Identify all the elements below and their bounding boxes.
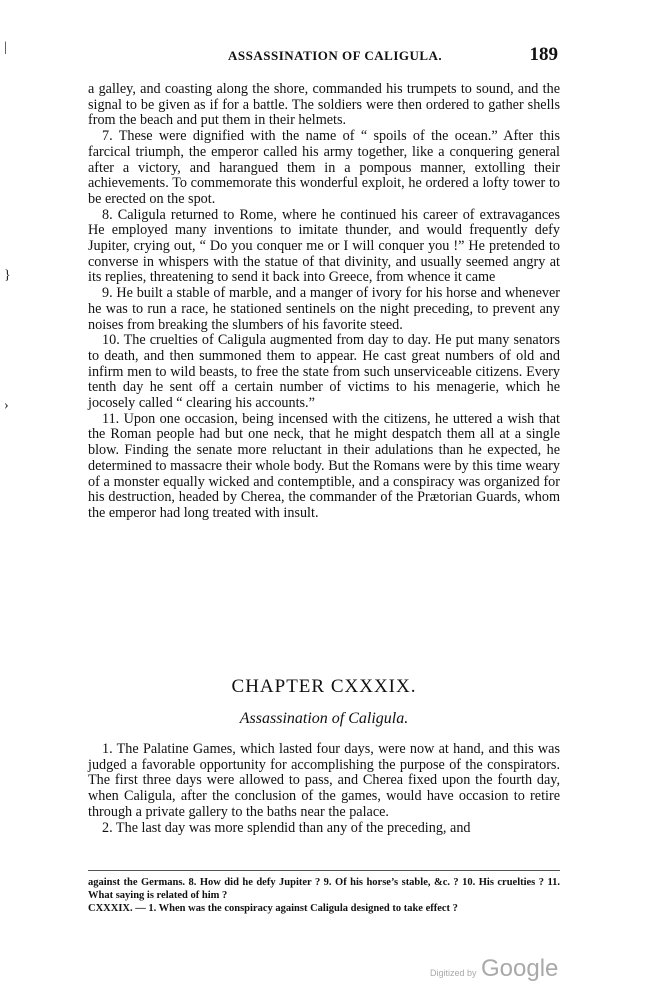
chapter-title: CHAPTER CXXXIX. — [231, 676, 417, 697]
running-head: ASSASSINATION OF CALIGULA. — [228, 48, 443, 63]
margin-mark: } — [4, 268, 11, 283]
footnotes — [88, 876, 560, 915]
footnote-divider — [88, 870, 560, 871]
chapter-subtitle: Assassination of Caligula. — [239, 710, 409, 727]
chapter-body-text — [88, 742, 560, 836]
google-watermark — [430, 955, 558, 983]
page-header — [88, 44, 558, 68]
paragraph: 7. These were dignified with the name of “ spoils of the ocean.” After this farcical triumph, the emperor called his army together, like a conquering general after a victory, and harangued them in a pompous manner, extolling their achievements. To commemorate this wonderful exploit, he ordered a lofty tower to be erected on the spot. — [88, 128, 560, 207]
paragraph: 9. He built a stable of marble, and a manger of ivory for his horse and whenever he was to run a race, he stationed sentinels on the night preceding, to prevent any noises from breaking the slumbers of his favorite steed. — [88, 285, 560, 333]
margin-mark: › — [4, 398, 9, 413]
footnote-line: CXXXIX. — 1. When was the conspiracy against Caligula designed to take effect ? — [88, 903, 458, 914]
watermark-prefix: Digitized by — [430, 968, 477, 978]
footnote-line: against the Germans. 8. How did he defy Jupiter ? 9. Of his horse’s stable, &c. ? 10. His cruelties ? 11. What saying is related of him ? — [88, 877, 560, 901]
page-number: 189 — [529, 44, 558, 65]
paragraph: 2. The last day was more splendid than any of the preceding, and — [102, 819, 471, 836]
body-text — [88, 82, 560, 522]
paragraph: 8. Caligula returned to Rome, where he continued his career of extravagances He employed many inventions to imitate thunder, and would frequently defy Jupiter, crying out, “ Do you conquer me or I will conquer you !” He pretended to converse in whispers with the statue of that divinity, and usually seemed angry at its replies, threatening to send it back into Greece, from whence it came — [88, 206, 560, 286]
paragraph: 11. Upon one occasion, being incensed with the citizens, he uttered a wish that the Roman people had but one neck, that he might despatch them all at a single blow. Finding the senate more reluctant in their adulations than he expected, he determined to massacre their whole body. But the Romans were by this time weary of a monster equally wicked and contemptible, and a conspiracy was organized for his destruction, headed by Cherea, the commander of the Prætorian Guards, whom the emperor had long treated with insult. — [88, 410, 560, 521]
paragraph: 10. The cruelties of Caligula augmented from day to day. He put many senators to death, and then summoned them to appear. He cast great numbers of old and infirm men to wild beasts, to free the state from such unserviceable citizens. Every tenth day he sent off a certain number of victims to his menagerie, which he jocosely called “ clearing his accounts.” — [88, 332, 560, 412]
paragraph: 1. The Palatine Games, which lasted four days, were now at hand, and this was judged a favorable opportunity for accomplishing the purpose of the conspirators. The first three days were allowed to pass, and Cherea fixed upon the fourth day, when Caligula, after the conclusion of the games, would have occasion to retire through a private gallery to the baths near the palace. — [88, 741, 560, 820]
margin-mark: | — [4, 40, 7, 55]
paragraph: a galley, and coasting along the shore, commanded his trumpets to sound, and the signal to be given as if for a battle. The soldiers were then ordered to gather shells from the beach and put them in their helmets. — [88, 81, 560, 129]
watermark-brand: Google — [480, 955, 559, 982]
